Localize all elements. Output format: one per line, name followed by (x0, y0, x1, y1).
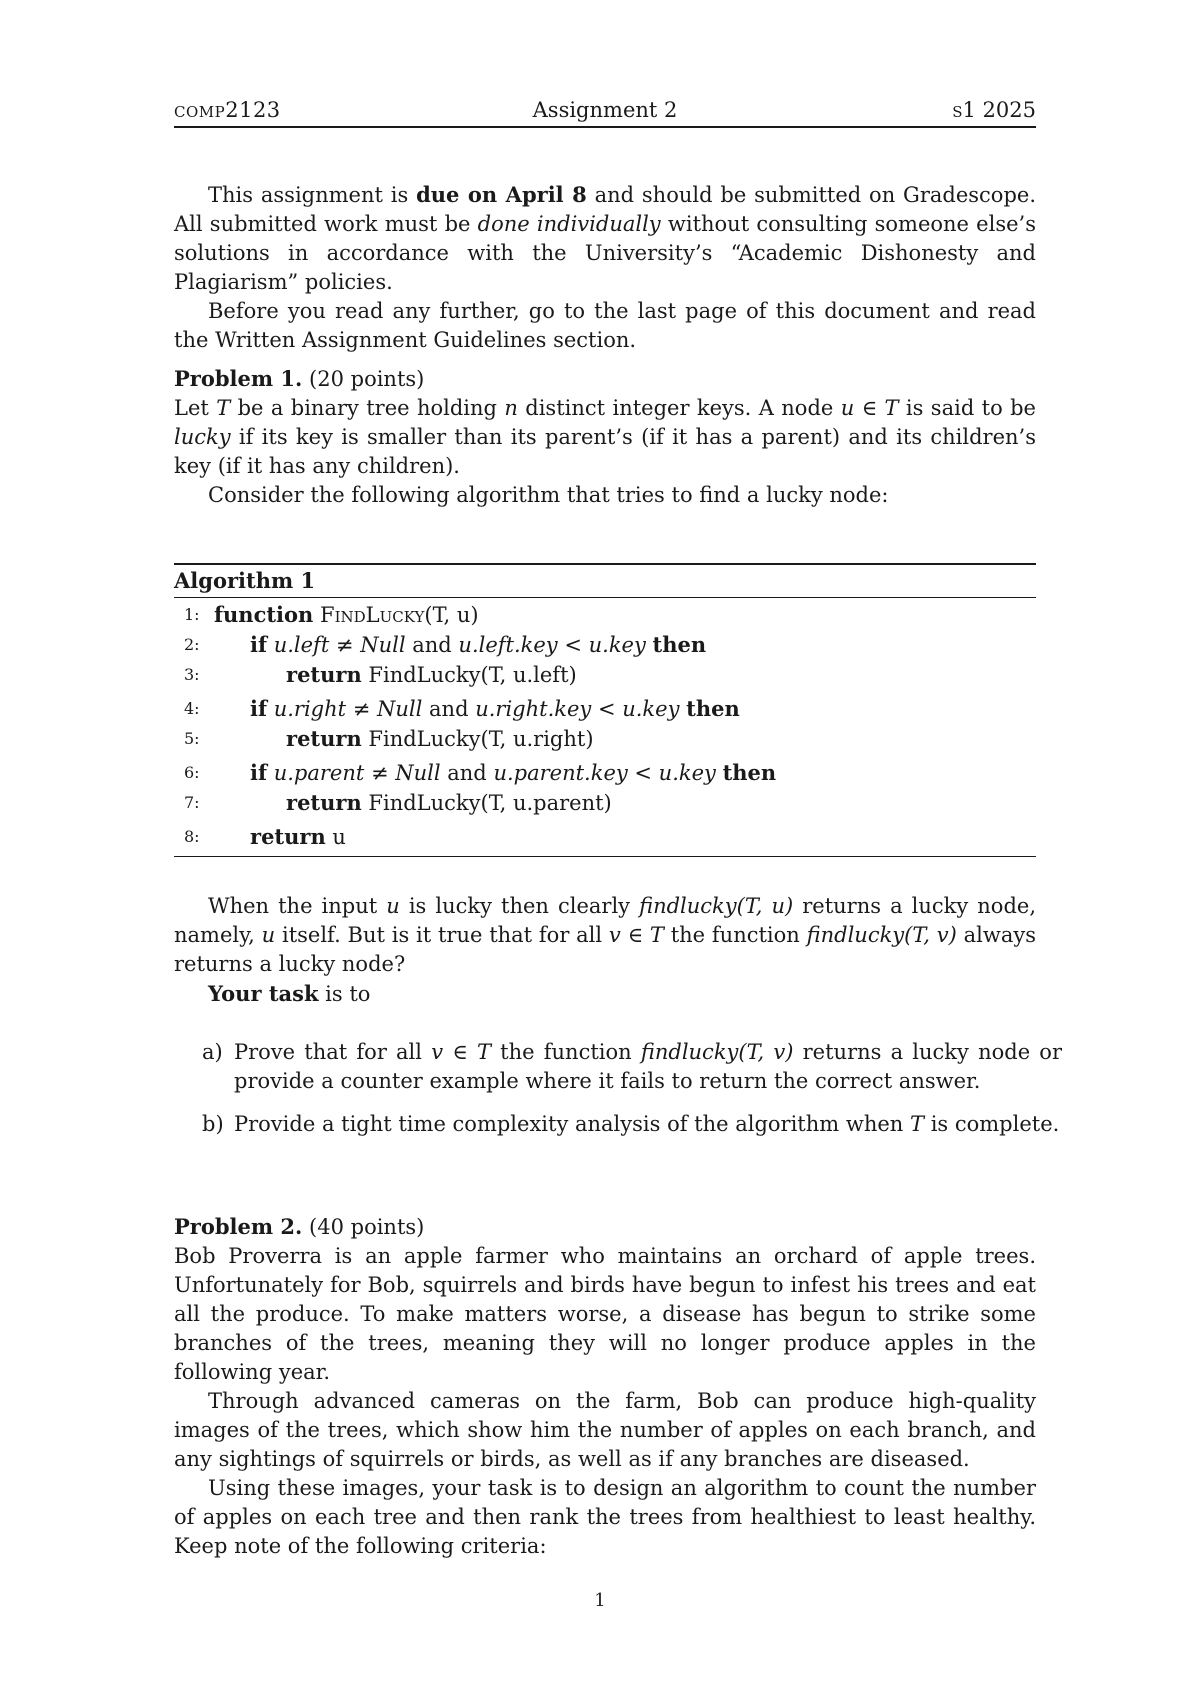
algo-line: 2: if u.left ≠ Null and u.left.key < u.key then (184, 632, 707, 657)
course-code: comp2123 (174, 98, 281, 122)
problem-2-heading: Problem 2. (40 points) (174, 1214, 425, 1239)
problem-2-section (174, 1212, 1036, 1561)
assignment-title: Assignment 2 (532, 98, 678, 122)
task-list (202, 1038, 1062, 1153)
task-item-b: b) Provide a tight time complexity analysis of the algorithm when T is complete. (202, 1112, 1060, 1136)
algo-line: 6: if u.parent ≠ Null and u.parent.key < u.key then (184, 760, 777, 785)
problem-2-paragraph-3: Using these images, your task is to design an algorithm to count the number of apples on each tree and then rank the trees from healthiest to least healthy. Keep note of the following criteria: (174, 1476, 1036, 1558)
problem-1-statement: Let T be a binary tree holding n distinct integer keys. A node u ∈ T is said to be lucky if its key is smaller than its parent’s (if it has a parent) and its children’s key (if it has any children). (174, 396, 1036, 478)
after-algorithm-section (174, 892, 1036, 1009)
algo-line: 5: return FindLucky(T, u.right) (184, 726, 594, 751)
task-intro: Your task is to (208, 981, 371, 1006)
problem-2-paragraph-1: Bob Proverra is an apple farmer who maintains an orchard of apple trees. Unfortunately for Bob, squirrels and birds have begun to infest his trees and eat all the produce. To make matters worse, a disease has begun to strike some branches of the trees, meaning they will no longer produce apples in the following year. (174, 1244, 1036, 1384)
guidelines-paragraph: Before you read any further, go to the last page of this document and read the Written Assignment Guidelines section. (174, 299, 1036, 352)
algo-line: 7: return FindLucky(T, u.parent) (184, 790, 612, 815)
page-header (174, 98, 1036, 128)
due-date: due on April 8 (416, 182, 587, 207)
algorithm-body (174, 598, 1036, 857)
algorithm-box (174, 563, 1036, 857)
algo-line: 1: function FindLucky(T, u) (184, 602, 479, 627)
intro-paragraph: This assignment is due on April 8 and should be submitted on Gradescope. All submitted work must be done individually without consulting someone else’s solutions in accordance with the University’s “Academic Dishonesty and Plagiarism” policies. (174, 182, 1036, 294)
page-number: 1 (594, 1590, 606, 1611)
problem-1-intro-algo: Consider the following algorithm that tries to find a lucky node: (208, 483, 889, 507)
algo-line: 8: return u (184, 824, 346, 849)
problem-2-paragraph-2: Through advanced cameras on the farm, Bob can produce high-quality images of the trees, which show him the number of apples on each branch, and any sightings of squirrels or birds, as well as if any branches are diseased. (174, 1389, 1036, 1471)
algo-line: 4: if u.right ≠ Null and u.right.key < u.key then (184, 696, 740, 721)
task-item-a: a) Prove that for all v ∈ T the function findlucky(T, v) returns a lucky node or provide a counter example where it fails to return the correct answer. (202, 1040, 1062, 1093)
individual-emphasis: done individually (477, 212, 661, 236)
algo-line: 3: return FindLucky(T, u.left) (184, 662, 577, 687)
algorithm-title: Algorithm 1 (174, 563, 1036, 598)
problem-1-section (174, 364, 1036, 510)
problem-1-heading: Problem 1. (20 points) (174, 366, 425, 391)
intro-section (174, 180, 1036, 355)
question-paragraph: When the input u is lucky then clearly findlucky(T, u) returns a lucky node, namely, u itself. But is it true that for all v ∈ T the function findlucky(T, v) always returns a lucky node? (174, 894, 1036, 976)
term-label: s1 2025 (952, 98, 1036, 122)
